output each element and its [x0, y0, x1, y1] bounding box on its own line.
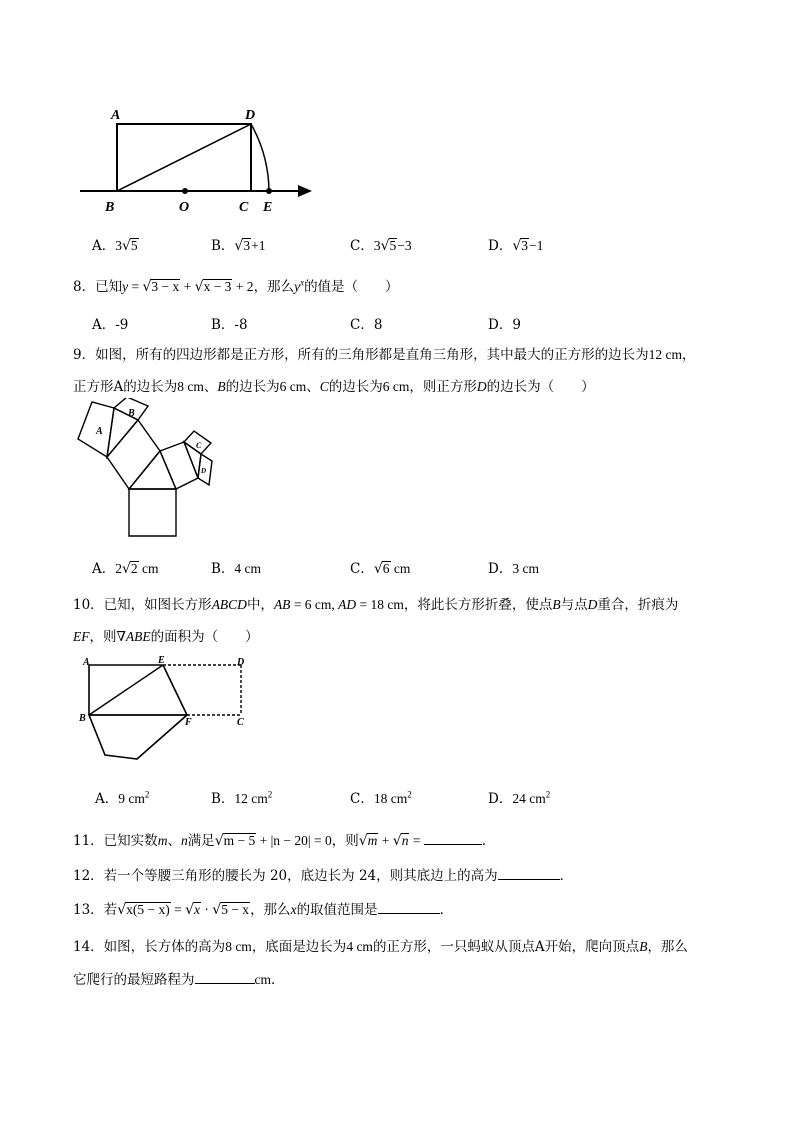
text-fragment: 12．若一个等腰三角形的腰长为 20，底边长为 24，则其底边上的高为 [73, 868, 498, 884]
sqrt-symbol: √ [122, 561, 131, 577]
text-fragment: 4 cm [234, 561, 262, 576]
q7-option-a[interactable] [92, 234, 139, 254]
label-d: D [237, 657, 245, 668]
text-fragment: m [367, 833, 378, 848]
text-fragment: ，底面是边长为 [251, 939, 347, 955]
text-fragment: = 6 cm, [290, 597, 339, 612]
q14-answer-blank[interactable] [195, 971, 255, 984]
q7-option-c[interactable] [350, 234, 412, 254]
q9-option-c[interactable] [350, 557, 410, 577]
sqrt-symbol: √ [214, 833, 224, 849]
text-fragment: +1 [251, 238, 266, 253]
text-fragment: 5 [389, 238, 397, 253]
point-o [182, 188, 188, 194]
text-fragment: ． [271, 972, 285, 988]
text-fragment: ． [481, 833, 496, 849]
text-fragment: x [194, 902, 201, 917]
sqrt-symbol: √ [142, 279, 152, 295]
figure-q10-folded-rectangle [75, 655, 260, 765]
text-fragment: 18 cm [373, 791, 408, 806]
text-fragment: ABCD [211, 597, 247, 612]
figure-q9-pythagoras-tree [70, 398, 230, 543]
q10-option-a[interactable] [95, 787, 149, 807]
sqrt-symbol: √ [234, 238, 244, 254]
text-fragment: 它爬行的最短路程为 [73, 972, 195, 988]
right-square [160, 442, 198, 489]
text-fragment: D． [488, 791, 513, 807]
sqrt-symbol: √ [380, 238, 390, 254]
text-fragment: 2 [130, 561, 138, 576]
text-fragment: 2 [545, 789, 551, 800]
figure-q7-number-line [75, 100, 320, 215]
sqrt-symbol: √ [392, 833, 402, 849]
q14-question-line2 [73, 968, 285, 988]
q8-option-a[interactable] [92, 313, 128, 333]
text-fragment: D． [488, 317, 513, 333]
text-fragment: 8 [373, 317, 383, 333]
text-fragment: B [217, 379, 226, 394]
text-fragment: B． [211, 317, 235, 333]
text-fragment: C． [350, 561, 374, 577]
large-square [129, 489, 176, 536]
text-fragment: B． [211, 561, 235, 577]
text-fragment: 3 [373, 238, 381, 253]
q12-answer-blank[interactable] [498, 867, 560, 880]
text-fragment: 、 [306, 379, 320, 395]
q9-option-d[interactable] [488, 557, 539, 577]
label-c: C [196, 441, 202, 450]
text-fragment: 2 [407, 789, 412, 800]
text-fragment: -9 [115, 317, 129, 333]
crease-ef [163, 665, 187, 715]
text-fragment: A． [92, 561, 116, 577]
q11-answer-blank[interactable] [424, 832, 482, 845]
q8-question [73, 275, 399, 295]
text-fragment: ，则正方形 [409, 379, 477, 395]
text-fragment: 6 cm [382, 379, 410, 394]
text-fragment: 、 [203, 379, 218, 395]
label-c: C [237, 717, 244, 728]
text-fragment: ，将此长方形折叠，使点 [403, 597, 553, 613]
text-fragment: 3 − x [151, 279, 180, 294]
label-a: A [83, 657, 90, 668]
text-fragment: ，则 [89, 629, 117, 645]
q9-question-line1 [73, 343, 695, 363]
text-fragment: ，那么 [647, 939, 688, 955]
text-fragment: + [378, 833, 393, 848]
text-fragment: 的正方形，一只蚂蚁从顶点A开始，爬向顶点 [372, 939, 640, 955]
text-fragment: −3 [397, 238, 412, 253]
text-fragment: y [294, 279, 301, 294]
text-fragment: -8 [234, 317, 248, 333]
text-fragment: n [180, 833, 188, 848]
text-fragment: 8 cm [177, 379, 204, 394]
text-fragment: 的面积为（ ） [150, 629, 259, 645]
text-fragment: B [552, 597, 561, 612]
text-fragment: 、 [167, 833, 181, 849]
text-fragment: 5 − x [221, 902, 250, 917]
q9-option-a[interactable] [92, 557, 159, 577]
label-a: A [111, 108, 121, 123]
text-fragment: A． [95, 791, 119, 807]
text-fragment: B [639, 939, 648, 954]
text-fragment: = [170, 902, 186, 917]
text-fragment: D． [488, 561, 513, 577]
text-fragment: 14．如图，长方体的高为 [73, 939, 226, 955]
q9-question-line2 [73, 375, 595, 395]
text-fragment: + [180, 279, 195, 294]
q11-question [73, 829, 495, 849]
text-fragment: 3 [521, 238, 528, 253]
text-fragment: 2 [115, 561, 122, 576]
text-fragment: 的边长为 [328, 379, 383, 395]
q10-question-line2 [73, 625, 259, 645]
text-fragment: m − 5 [223, 833, 256, 848]
text-fragment: 与点 [560, 597, 588, 613]
text-fragment: C． [350, 317, 374, 333]
sqrt-symbol: √ [212, 902, 222, 918]
text-fragment: x [290, 902, 297, 917]
text-fragment: ． [439, 902, 454, 918]
text-fragment: 5 [130, 238, 138, 253]
q9-option-b[interactable] [211, 557, 261, 577]
text-fragment: cm [138, 561, 159, 576]
q8-option-b[interactable] [211, 313, 248, 333]
text-fragment: 的边长为 [225, 379, 280, 395]
sqrt-symbol: √ [373, 561, 383, 577]
q8-option-c[interactable] [350, 313, 382, 333]
label-b: B [128, 408, 135, 419]
text-fragment: C． [350, 238, 374, 254]
q13-answer-blank[interactable] [378, 901, 440, 914]
text-fragment: ． [559, 868, 574, 884]
text-fragment: n [401, 833, 409, 848]
label-d: D [201, 467, 207, 475]
sqrt-symbol: √ [122, 238, 131, 254]
text-fragment: 12 cm [234, 791, 268, 806]
label-o: O [179, 200, 190, 215]
text-fragment: 2 [267, 789, 273, 800]
text-fragment: 2 [144, 789, 150, 800]
q13-question [73, 898, 453, 918]
diagonal-bd [117, 124, 251, 191]
text-fragment: EF [73, 629, 90, 644]
label-a: A [96, 426, 103, 437]
q10-option-b[interactable] [211, 787, 272, 807]
q12-question [73, 864, 573, 884]
text-fragment: 3 [115, 238, 122, 253]
text-fragment: 3 [243, 238, 251, 253]
text-fragment: 8． [73, 279, 96, 295]
text-fragment: = [409, 833, 424, 848]
text-fragment: 中， [246, 597, 274, 613]
text-fragment: = [128, 279, 143, 294]
q10-question-line1 [73, 593, 678, 613]
text-fragment: B． [211, 791, 235, 807]
label-e: E [263, 200, 273, 215]
text-fragment: x − 3 [203, 279, 232, 294]
text-fragment: A． [92, 317, 116, 333]
text-fragment: C [319, 379, 329, 394]
text-fragment: 的值是（ ） [304, 279, 399, 295]
text-fragment: + 2 [232, 279, 254, 294]
text-fragment: x(5 − x) [126, 902, 170, 917]
text-fragment: x [300, 277, 305, 288]
text-fragment: D． [488, 238, 513, 254]
text-fragment: 9．如图，所有的四边形都是正方形，所有的三角形都是直角三角形，其中最大的正方形的边长为 [73, 347, 649, 363]
text-fragment: 13．若 [73, 902, 118, 918]
q8-option-d[interactable] [488, 313, 521, 333]
text-fragment: D [587, 597, 598, 612]
text-fragment: AD [338, 597, 357, 612]
text-fragment: cm [390, 561, 411, 576]
sqrt-symbol: √ [512, 238, 522, 254]
q10-option-c[interactable] [350, 787, 412, 807]
text-fragment: −1 [529, 238, 544, 253]
text-fragment: ，那么 [253, 279, 295, 295]
q14-question-line1 [73, 935, 688, 955]
text-fragment: 6 cm [279, 379, 307, 394]
sqrt-symbol: √ [194, 279, 204, 295]
q10-option-d[interactable] [488, 787, 550, 807]
q7-option-b[interactable] [211, 234, 265, 254]
sqrt-symbol: √ [185, 902, 195, 918]
text-fragment: ，则 [331, 833, 359, 849]
arrow-right-icon [298, 185, 312, 197]
text-fragment: + |n − 20| = 0 [256, 833, 332, 848]
main-triangle [129, 451, 176, 489]
text-fragment: 的取值范围是 [296, 902, 378, 918]
label-e: E [158, 655, 165, 666]
text-fragment: ，那么 [250, 902, 291, 918]
folded-flap [89, 715, 187, 759]
text-fragment: 11．已知实数 [73, 833, 158, 849]
text-fragment: 9 [512, 317, 521, 333]
text-fragment: 9 cm [118, 791, 145, 806]
text-fragment: A． [92, 238, 116, 254]
text-fragment: 10．已知，如图长方形 [73, 597, 212, 613]
text-fragment: m [157, 833, 168, 848]
q7-option-d[interactable] [488, 234, 543, 254]
text-fragment: 4 cm [346, 939, 373, 954]
text-fragment: C． [350, 791, 374, 807]
label-b: B [105, 200, 115, 215]
segment-be [89, 665, 163, 715]
text-fragment: 3 cm [512, 561, 539, 576]
text-fragment: · [201, 902, 213, 917]
text-fragment: 已知 [95, 279, 123, 295]
arc-de [251, 124, 269, 191]
label-b: B [79, 713, 86, 724]
label-f: F [185, 717, 192, 728]
sqrt-symbol: √ [358, 833, 368, 849]
point-e [266, 188, 272, 194]
text-fragment: AB [273, 597, 291, 612]
text-fragment: = 18 cm [356, 597, 404, 612]
text-fragment: 8 cm [225, 939, 252, 954]
text-fragment: 重合，折痕为 [597, 597, 679, 613]
text-fragment: y [122, 279, 129, 294]
sqrt-symbol: √ [117, 902, 127, 918]
text-fragment: 24 cm [512, 791, 546, 806]
text-fragment: ∇ABE [116, 629, 151, 644]
left-square [107, 420, 160, 489]
text-fragment: ， [681, 347, 696, 363]
text-fragment: 正方形A的边长为 [73, 379, 178, 395]
text-fragment: 满足 [187, 833, 215, 849]
text-fragment: D [476, 379, 487, 394]
text-fragment: cm [254, 972, 271, 987]
label-c: C [239, 200, 249, 215]
text-fragment: 12 cm [648, 347, 682, 362]
text-fragment: 的边长为（ ） [486, 379, 595, 395]
label-d: D [245, 108, 256, 123]
text-fragment: B． [211, 238, 235, 254]
text-fragment: 6 [382, 561, 390, 576]
